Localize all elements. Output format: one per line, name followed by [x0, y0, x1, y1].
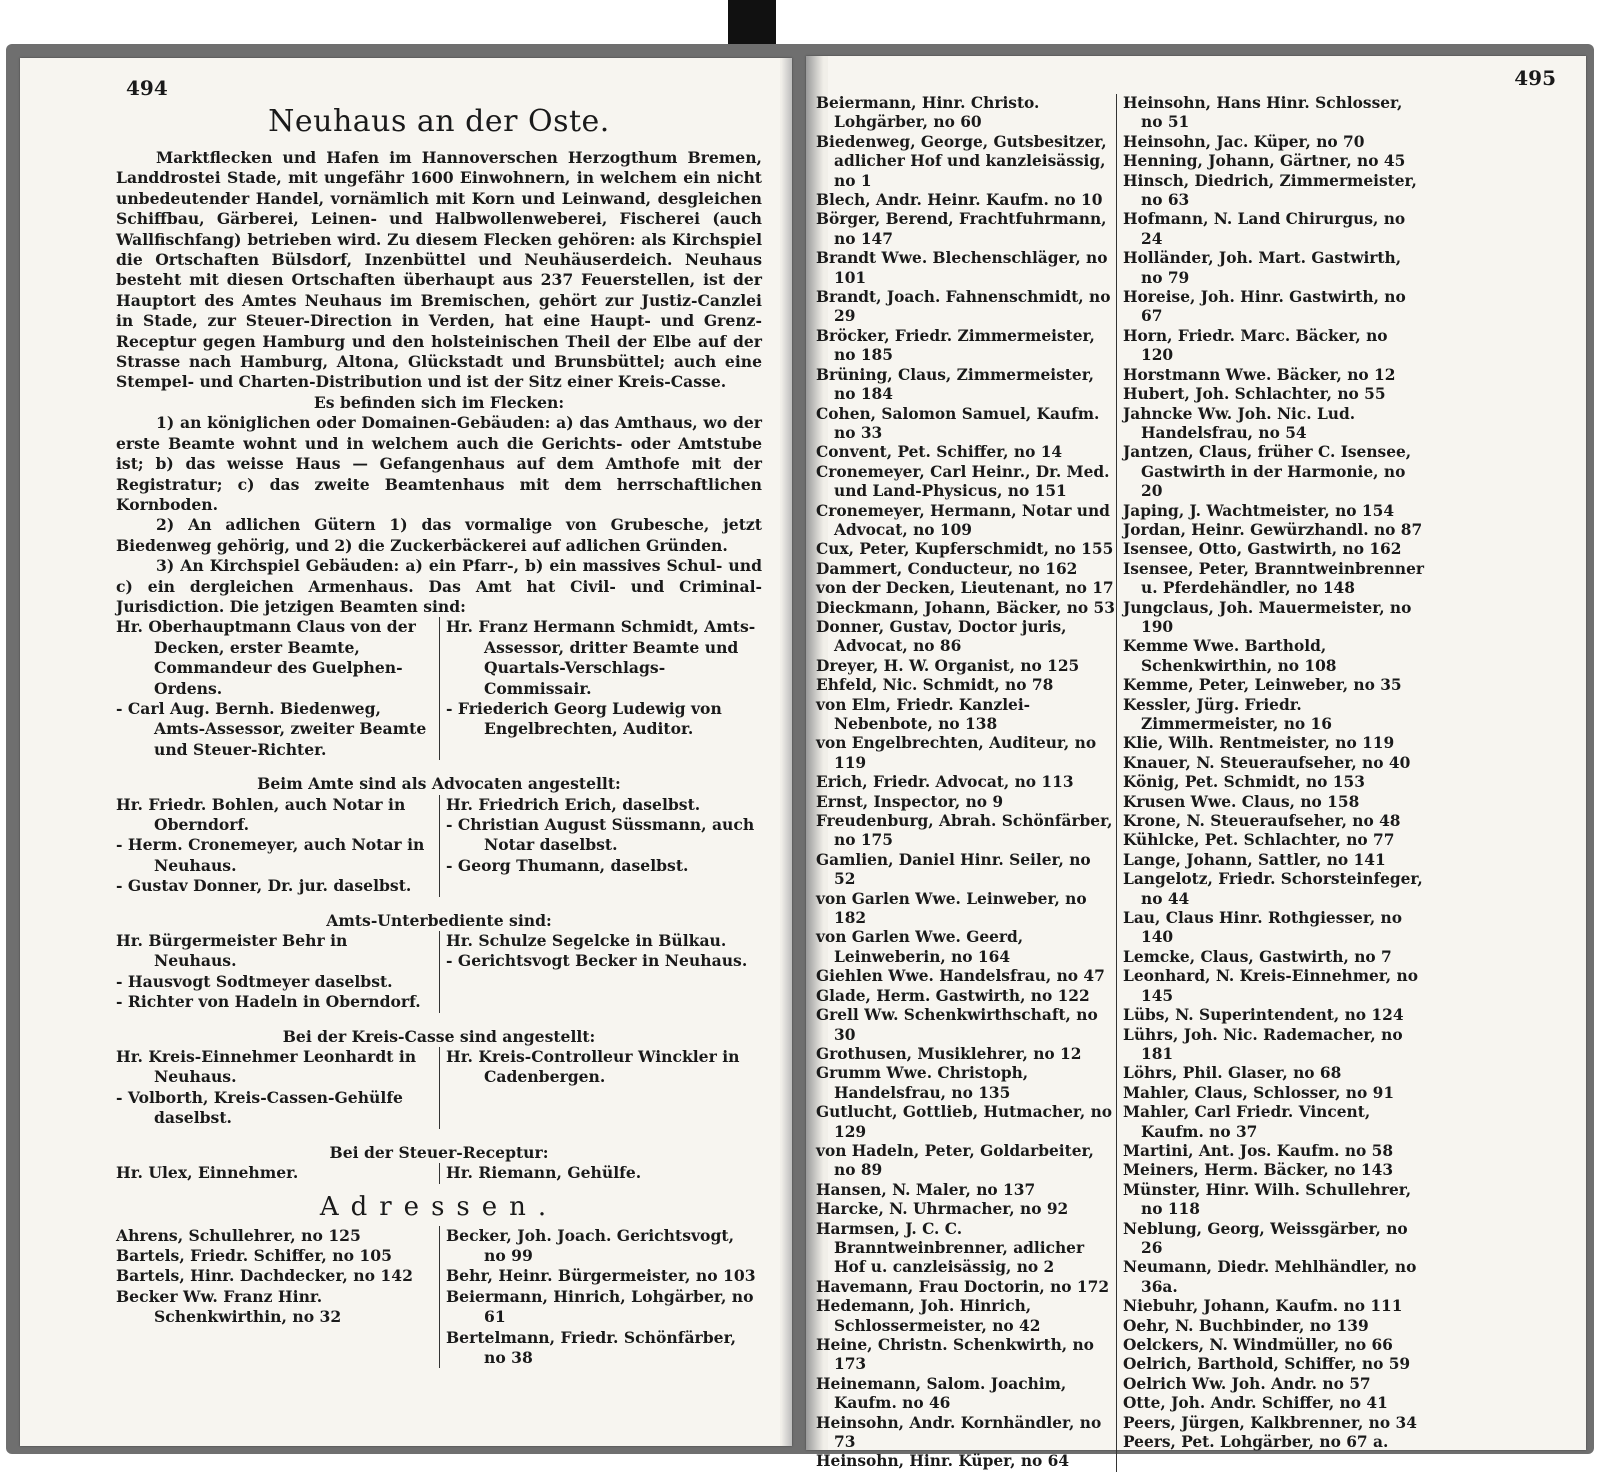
address-entry: Grumm Wwe. Christoph, Handelsfrau, no 135 [816, 1064, 1029, 1102]
adressen-left-column [116, 1226, 439, 1369]
advocaten-left-column [116, 795, 439, 897]
address-entry: von Hadeln, Peter, Goldarbeiter, no 89 [816, 1141, 1094, 1180]
address-entry: Isensee, Otto, Gastwirth, no 162 [1123, 540, 1402, 559]
unterbediente-entry: Hr. Schulze Segelcke in Bülkau. [446, 931, 727, 951]
left-page [20, 58, 792, 1446]
kreis-casse-list [116, 1047, 762, 1129]
address-entry: Klie, Wilh. Rentmeister, no 119 [1123, 734, 1395, 753]
address-entry: Heinsohn, Hans Hinr. Schlosser, no 51 [1123, 94, 1403, 132]
unterbediente-entry: - Hausvogt Sodtmeyer daselbst. [116, 971, 393, 991]
address-entry: Lange, Johann, Sattler, no 141 [1123, 850, 1386, 869]
steuer-right-column [439, 1163, 762, 1183]
address-entry: Heine, Christn. Schenkwirth, no 173 [816, 1336, 1094, 1374]
address-entry: Otte, Joh. Andr. Schiffer, no 41 [1123, 1394, 1388, 1413]
address-entry: Becker Ww. Franz Hinr. Schenkwirthin, no 32 [116, 1286, 342, 1327]
address-entry: von Elm, Friedr. Kanzlei-Nebenbote, no 138 [816, 695, 1031, 733]
address-entry: Jordan, Heinr. Gewürzhandl. no 87 [1123, 520, 1423, 539]
adressen-heading: Adressen. [319, 1191, 559, 1222]
address-entry: Kemme, Peter, Leinweber, no 35 [1123, 676, 1402, 695]
unterbediente-entry: - Richter von Hadeln in Oberndorf. [116, 992, 421, 1012]
address-entry: Oelrich, Barthold, Schiffer, no 59 [1123, 1355, 1411, 1374]
steuer-entry: Hr. Ulex, Einnehmer. [116, 1163, 299, 1183]
address-entry: Donner, Gustav, Doctor juris, Advocat, no 86 [816, 617, 1067, 656]
kreis-casse-heading: Bei der Kreis-Casse sind angestellt: [282, 1026, 596, 1046]
address-entry: Harmsen, J. C. C. Branntweinbrenner, adlicher Hof u. canzleisässig, no 2 [816, 1219, 1085, 1277]
address-entry: Isensee, Peter, Branntweinbrenner u. Pferdehändler, no 148 [1123, 559, 1424, 598]
buildings-item-2: 2) An adlichen Gütern 1) das vormalige von Grubesche, jetzt Biedenweg gehörig, und 2) die Zuckerbäckerei auf adlichen Gründen. [116, 515, 762, 555]
address-entry: Niebuhr, Johann, Kaufm. no 111 [1123, 1297, 1403, 1316]
steuer-receptur-heading: Bei der Steuer-Receptur: [329, 1142, 549, 1162]
adressen-list [116, 1226, 762, 1369]
kreis-entry: - Volborth, Kreis-Cassen-Gehülfe daselbst. [116, 1087, 403, 1128]
steuer-left-column [116, 1163, 439, 1183]
address-entry: Horstmann Wwe. Bäcker, no 12 [1123, 365, 1396, 384]
address-entry: Havemann, Frau Doctorin, no 172 [816, 1277, 1110, 1296]
address-entry: Horeise, Joh. Hinr. Gastwirth, no 67 [1123, 288, 1406, 326]
right-page-address-columns [816, 94, 1436, 1472]
address-entry: Henning, Johann, Gärtner, no 45 [1123, 152, 1406, 171]
address-entry: Grell Ww. Schenkwirthschaft, no 30 [816, 1006, 1098, 1044]
address-entry: Japing, J. Wachtmeister, no 154 [1123, 501, 1395, 520]
address-entry: Bartels, Hinr. Dachdecker, no 142 [116, 1266, 413, 1286]
address-entry: Cronemeyer, Carl Heinr., Dr. Med. und Land-Physicus, no 151 [816, 462, 1110, 501]
address-entry: Becker, Joh. Joach. Gerichtsvogt, no 99 [446, 1225, 734, 1265]
unterbediente-right-column [439, 931, 762, 1013]
steuer-entry: Hr. Riemann, Gehülfe. [446, 1163, 642, 1183]
advocat-entry: - Herm. Cronemeyer, auch Notar in Neuhaus. [116, 835, 425, 875]
address-entry: Hubert, Joh. Schlachter, no 55 [1123, 385, 1386, 404]
address-entry: Löhrs, Phil. Glaser, no 68 [1123, 1064, 1342, 1083]
address-entry: Cronemeyer, Hermann, Notar und Advocat, no 109 [816, 501, 1110, 539]
unterbediente-entry: - Gerichtsvogt Becker in Neuhaus. [446, 951, 748, 971]
address-entry: Bartels, Friedr. Schiffer, no 105 [116, 1245, 392, 1265]
left-page-text [116, 98, 762, 1368]
advocat-entry: Hr. Friedrich Erich, daselbst. [446, 794, 701, 814]
beamte-entry: Hr. Franz Hermann Schmidt, Amts-Assessor, dritter Beamte und Quartals-Verschlags-Commissair. [446, 617, 756, 698]
befinden-heading: Es befinden sich im Flecken: [313, 392, 565, 412]
address-entry: Mahler, Carl Friedr. Vincent, Kaufm. no 37 [1123, 1103, 1371, 1141]
address-entry: Meiners, Herm. Bäcker, no 143 [1123, 1161, 1394, 1180]
address-entry: König, Pet. Schmidt, no 153 [1123, 773, 1365, 792]
page-number-right: 495 [1514, 66, 1556, 90]
beamte-entry: - Carl Aug. Bernh. Biedenweg, Amts-Assessor, zweiter Beamte und Steuer-Richter. [116, 698, 427, 759]
address-entry: Kühlcke, Pet. Schlachter, no 77 [1123, 831, 1395, 850]
address-entry: von Garlen Wwe. Leinweber, no 182 [816, 889, 1087, 928]
address-entry: Oehr, N. Buchbinder, no 139 [1123, 1316, 1369, 1335]
address-entry: Bröcker, Friedr. Zimmermeister, no 185 [816, 326, 1095, 365]
advocaten-heading: Beim Amte sind als Advocaten angestellt: [257, 774, 621, 794]
advocat-entry: Hr. Friedr. Bohlen, auch Notar in Oberndorf. [116, 794, 406, 834]
buildings-item-1: 1) an königlichen oder Domainen-Gebäuden: a) das Amthaus, wo der erste Beamte wohnt und in welchem auch die Gerichts- oder Amtstube ist; b) das weisse Haus — Gefangenhaus auf dem Amthofe mit der Registratur; c) das zweite Beamtenhaus mit dem herrschaftlichen Kornboden. [116, 413, 762, 514]
right-page [806, 56, 1586, 1471]
address-entry: Heinsohn, Hinr. Küper, no 64 [816, 1452, 1070, 1471]
address-entry: Jantzen, Claus, früher C. Isensee, Gastwirth in der Harmonie, no 20 [1123, 443, 1412, 501]
address-entry: Cohen, Salomon Samuel, Kaufm. no 33 [816, 404, 1100, 442]
address-entry: Neblung, Georg, Weissgärber, no 26 [1123, 1219, 1408, 1257]
page-title: Neuhaus an der Oste. [268, 104, 610, 139]
address-entry: Lemcke, Claus, Gastwirth, no 7 [1123, 947, 1392, 966]
address-entry: Heinemann, Salom. Joachim, Kaufm. no 46 [816, 1374, 1067, 1413]
address-entry: Mahler, Claus, Schlosser, no 91 [1123, 1083, 1395, 1102]
address-entry: von Engelbrechten, Auditeur, no 119 [816, 734, 1097, 772]
steuer-list [116, 1163, 762, 1183]
advocat-entry: - Christian August Süssmann, auch Notar daselbst. [446, 815, 755, 855]
address-entry: Beiermann, Hinr. Christo. Lohgärber, no 60 [816, 94, 1040, 132]
page-number-left: 494 [126, 76, 168, 100]
address-entry: Leonhard, N. Kreis-Einnehmer, no 145 [1123, 967, 1418, 1005]
address-entry: Lübs, N. Superintendent, no 124 [1123, 1006, 1404, 1025]
address-entry: Brüning, Claus, Zimmermeister, no 184 [816, 365, 1095, 404]
beamte-list [116, 617, 762, 760]
kreis-left-column [116, 1047, 439, 1129]
address-entry: Börger, Berend, Frachtfuhrmann, no 147 [816, 210, 1107, 248]
beamte-entry: Hr. Oberhauptmann Claus von der Decken, erster Beamte, Commandeur des Guelphen-Ordens. [116, 617, 416, 698]
address-entry: Holländer, Joh. Mart. Gastwirth, no 79 [1123, 249, 1402, 287]
beamte-left-column [116, 617, 439, 760]
address-entry: Horn, Friedr. Marc. Bäcker, no 120 [1123, 326, 1388, 365]
unterbediente-list [116, 931, 762, 1013]
unterbediente-left-column [116, 931, 439, 1013]
address-entry: Dieckmann, Johann, Bäcker, no 53 [816, 598, 1115, 617]
address-column-1 [816, 94, 1116, 1472]
address-entry: Jungclaus, Joh. Mauermeister, no 190 [1123, 598, 1412, 636]
address-entry: Hedemann, Joh. Hinrich, Schlossermeister, no 42 [816, 1297, 1041, 1335]
address-entry: Giehlen Wwe. Handelsfrau, no 47 [816, 967, 1105, 986]
address-entry: Hansen, N. Maler, no 137 [816, 1180, 1036, 1199]
address-entry: Heinsohn, Andr. Kornhändler, no 73 [816, 1413, 1102, 1452]
address-entry: Heinsohn, Jac. Küper, no 70 [1123, 132, 1365, 151]
address-entry: Krone, N. Steueraufseher, no 48 [1123, 812, 1401, 831]
address-entry: Martini, Ant. Jos. Kaufm. no 58 [1123, 1141, 1394, 1160]
address-entry: Erich, Friedr. Advocat, no 113 [816, 773, 1074, 792]
advocat-entry: - Gustav Donner, Dr. jur. daselbst. [116, 876, 412, 896]
address-entry: Grothusen, Musiklehrer, no 12 [816, 1044, 1082, 1063]
address-entry: Blech, Andr. Heinr. Kaufm. no 10 [816, 191, 1103, 210]
address-entry: Brandt, Joach. Fahnenschmidt, no 29 [816, 288, 1111, 326]
address-entry: Krusen Wwe. Claus, no 158 [1123, 792, 1360, 811]
address-entry: Harcke, N. Uhrmacher, no 92 [816, 1200, 1069, 1219]
left-page-gutter [780, 58, 792, 1446]
address-entry: Biedenweg, George, Gutsbesitzer, adlicher Hof und kanzleisässig, no 1 [816, 132, 1107, 190]
address-entry: Neumann, Diedr. Mehlhändler, no 36a. [1123, 1258, 1417, 1296]
advocat-entry: - Georg Thumann, daselbst. [446, 855, 689, 875]
address-entry: Hofmann, N. Land Chirurgus, no 24 [1123, 210, 1406, 248]
address-column-2 [1116, 94, 1424, 1472]
address-entry: Behr, Heinr. Bürgermeister, no 103 [446, 1266, 756, 1286]
address-entry: von Garlen Wwe. Geerd, Leinweberin, no 164 [816, 928, 1024, 966]
address-entry: Ahrens, Schullehrer, no 125 [116, 1225, 361, 1245]
address-entry: Gutlucht, Gottlieb, Hutmacher, no 129 [816, 1103, 1113, 1141]
address-entry: Jahncke Ww. Joh. Nic. Lud. Handelsfrau, no 54 [1123, 404, 1356, 442]
address-entry: Cux, Peter, Kupferschmidt, no 155 [816, 540, 1114, 559]
advocaten-list [116, 795, 762, 897]
address-entry: Hinsch, Diedrich, Zimmermeister, no 63 [1123, 171, 1417, 210]
address-entry: Peers, Jürgen, Kalkbrenner, no 34 [1123, 1413, 1417, 1432]
beamte-right-column [439, 617, 762, 760]
address-entry: Oelckers, N. Windmüller, no 66 [1123, 1336, 1393, 1354]
address-entry: Bertelmann, Friedr. Schönfärber, no 38 [446, 1327, 737, 1367]
address-entry: Oelrich Ww. Joh. Andr. no 57 [1123, 1374, 1371, 1393]
buildings-item-3: 3) An Kirchspiel Gebäuden: a) ein Pfarr-, b) ein massives Schul- und c) ein dergleichen Armenhaus. Das Amt hat Civil- und Criminal-Jurisdiction. Die jetzigen Beamten sind: [116, 556, 762, 616]
address-entry: Kessler, Jürg. Friedr. Zimmermeister, no 16 [1123, 695, 1332, 733]
address-entry: von der Decken, Lieutenant, no 17 [816, 579, 1114, 598]
unterbediente-entry: Hr. Bürgermeister Behr in Neuhaus. [116, 931, 348, 971]
advocaten-right-column [439, 795, 762, 897]
address-entry: Beiermann, Hinrich, Lohgärber, no 61 [446, 1286, 754, 1327]
address-entry: Gamlien, Daniel Hinr. Seiler, no 52 [816, 850, 1091, 889]
beamte-entry: - Friederich Georg Ludewig von Engelbrechten, Auditor. [446, 698, 722, 739]
intro-paragraph: Marktflecken und Hafen im Hannoverschen Herzogthum Bremen, Landdrostei Stade, mit ungefähr 1600 Einwohnern, in welchem ein nicht unbedeutender Handel, vornämlich mit Korn und Leinwand, desgleichen Schiffbau, Gärberei, Leinen- und Halbwollenweberei, Fischerei (auch Wallfischfang) betrieben wird. Zu diesem Flecken gehören: als Kirchspiel die Ortschaften Bülsdorf, Inzenbüttel und Neuhäuserdeich. Neuhaus besteht mit diesen Ortschaften überhaupt aus 237 Feuerstellen, ist der Hauptort des Amtes Neuhaus im Bremischen, gehört zur Justiz-Canzlei in Stade, zur Steuer-Direction in Verden, hat eine Haupt- und Grenz-Receptur gegen Hamburg und den holsteinischen Theil der Elbe auf der Strasse nach Hamburg, Altona, Glückstadt und Brunsbüttel; auch eine Stempel- und Charten-Distribution und ist der Sitz einer Kreis-Casse. [116, 148, 762, 392]
address-entry: Glade, Herm. Gastwirth, no 122 [816, 986, 1090, 1005]
address-entry: Dammert, Conducteur, no 162 [816, 559, 1078, 578]
address-entry: Knauer, N. Steueraufseher, no 40 [1123, 753, 1411, 772]
unterbediente-heading: Amts-Unterbediente sind: [326, 910, 552, 930]
address-entry: Dreyer, H. W. Organist, no 125 [816, 656, 1080, 675]
address-entry: Lau, Claus Hinr. Rothgiesser, no 140 [1123, 909, 1403, 947]
address-entry: Münster, Hinr. Wilh. Schullehrer, no 118 [1123, 1180, 1412, 1219]
kreis-entry: Hr. Kreis-Controlleur Winckler in Cadenbergen. [446, 1047, 740, 1087]
address-entry: Lührs, Joh. Nic. Rademacher, no 181 [1123, 1025, 1403, 1063]
address-entry: Convent, Pet. Schiffer, no 14 [816, 443, 1063, 462]
address-entry: Kemme Wwe. Barthold, Schenkwirthin, no 108 [1123, 637, 1337, 675]
kreis-right-column [439, 1047, 762, 1129]
kreis-entry: Hr. Kreis-Einnehmer Leonhardt in Neuhaus. [116, 1047, 417, 1087]
adressen-right-column [439, 1226, 762, 1369]
address-entry: Freudenburg, Abrah. Schönfärber, no 175 [816, 812, 1113, 850]
address-entry: Brandt Wwe. Blechenschläger, no 101 [816, 249, 1108, 287]
address-entry: Peers, Pet. Lohgärber, no 67 a. [1123, 1433, 1389, 1452]
address-entry: Ehfeld, Nic. Schmidt, no 78 [816, 676, 1054, 695]
address-entry: Ernst, Inspector, no 9 [816, 792, 1004, 811]
address-entry: Langelotz, Friedr. Schorsteinfeger, no 44 [1123, 870, 1423, 908]
